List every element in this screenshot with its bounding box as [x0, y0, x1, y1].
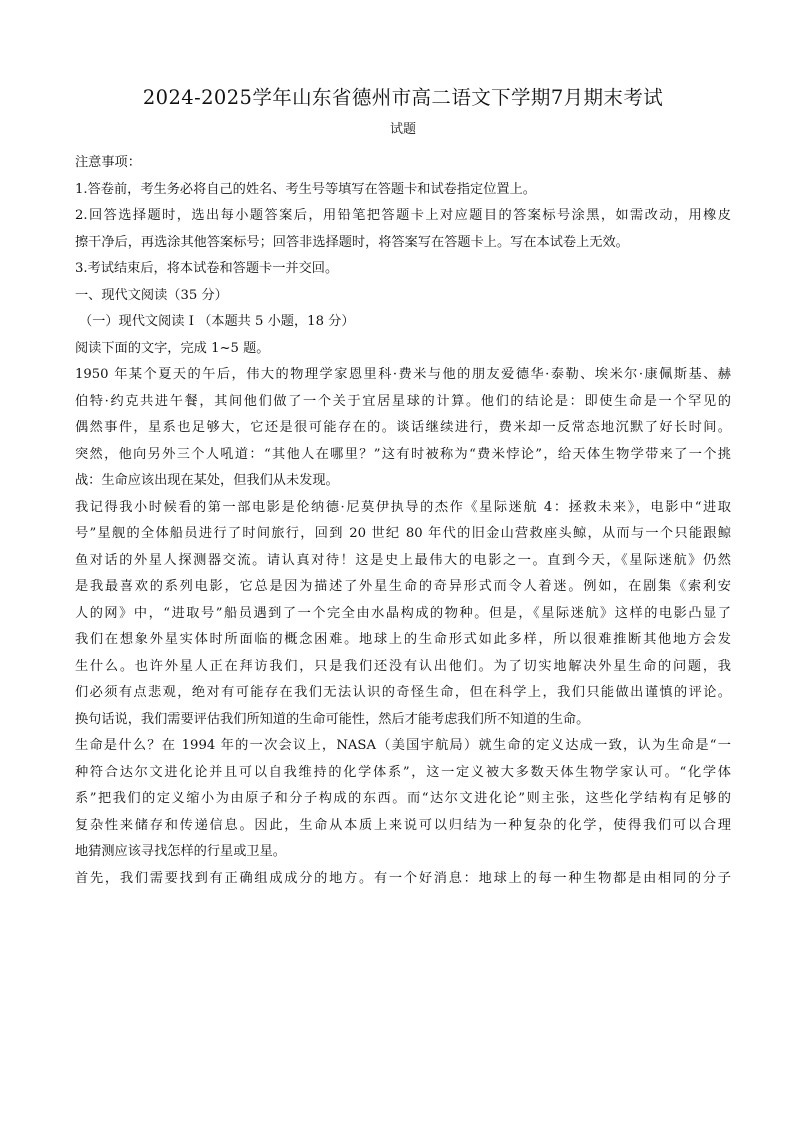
page-subtitle: 试题 — [389, 122, 416, 137]
text-line: 1950 年某个夏天的午后，伟大的物理学家恩里科·费米与他的朋友爱德华·泰勒、埃米尔·康佩斯基、赫 — [75, 367, 731, 382]
text-line: 我们在想象外星实体时所面临的概念困难。地球上的生命形式如此多样，所以很难推断其他地方会发 — [75, 632, 731, 647]
text-line: 人的网》中，“进取号”船员遇到了一个完全由水晶构成的物种。但是，《星际迷航》这样的电影凸显了 — [75, 605, 731, 621]
text-line: 们必须有点悲观，绝对有可能存在我们无法认识的奇怪生命，但在科学上，我们只能做出谨慎的评论。 — [75, 685, 731, 700]
text-line: 地猜测应该寻找怎样的行星或卫星。 — [75, 844, 286, 859]
notice-item: 擦干净后，再选涂其他答案标号；回答非选择题时，将答案写在答题卡上。写在本试卷上无效。 — [75, 234, 629, 250]
paragraph-1 — [75, 362, 731, 495]
text-line: 我记得我小时候看的第一部电影是伦纳德·尼莫伊执导的杰作《星际迷航 4：拯救未来》，电影中“进取 — [75, 499, 731, 515]
notice-heading: 注意事项： — [75, 155, 141, 170]
text-line: 复杂性来储存和传递信息。因此，生命从本质上来说可以归结为一种复杂的化学，使得我们可以合理 — [75, 817, 731, 833]
text-line: 种符合达尔文进化论并且可以自我维持的化学体系”，这一定义被大多数天体生物学家认可。“化学体 — [75, 764, 731, 780]
paragraph-4 — [75, 866, 731, 893]
notice-item: 3.考试结束后，将本试卷和答题卡一并交回。 — [75, 261, 339, 276]
notice-block — [75, 150, 731, 283]
text-line: 突然，他向另外三个人吼道：“其他人在哪里？”这有时被称为“费米悖论”，给天体生物学带来了一个挑 — [75, 446, 731, 462]
subsection-heading: （一）现代文阅读 I （本题共 5 小题，18 分） — [79, 314, 355, 329]
exam-page — [75, 84, 731, 892]
text-line: 系”把我们的定义缩小为由原子和分子构成的东西。而“达尔文进化论”则主张，这些化学结构有足够的 — [75, 791, 731, 806]
text-line: 号”星舰的全体船员进行了时间旅行，回到 20 世纪 80 年代的旧金山营救座头鲸，从而与一个只能跟鲸 — [75, 526, 731, 541]
notice-item: 2.回答选择题时，选出每小题答案后，用铅笔把答题卡上对应题目的答案标号涂黑，如需改动，用橡皮 — [75, 208, 731, 223]
text-line: 偶然事件，星系也足够大，它还是很可能存在的。谈话继续进行，费米却一反常态地沉默了好长时间。 — [75, 420, 731, 435]
text-line: 首先，我们需要找到有正确组成成分的地方。有一个好消息：地球上的每一种生物都是由相同的分子 — [75, 870, 731, 886]
notice-item: 1.答卷前，考生务必将自己的姓名、考生号等填写在答题卡和试卷指定位置上。 — [75, 181, 536, 197]
text-line: 鱼对话的外星人探测器交流。请认真对待！这是史上最伟大的电影之一。直到今天，《星际迷航》仍然 — [75, 552, 731, 568]
reading-instruction: 阅读下面的文字，完成 1~5 题。 — [75, 340, 270, 356]
paragraph-2 — [75, 495, 731, 734]
text-line: 生命是什么？在 1994 年的一次会议上，NASA（美国宇航局）就生命的定义达成一致，认为生命是“一 — [75, 738, 731, 753]
section-heading: 一、现代文阅读（35 分） — [75, 287, 228, 303]
page-title: 2024-2025学年山东省德州市高二语文下学期7月期末考试 — [142, 86, 664, 109]
text-line: 是我最喜欢的系列电影，它总是因为描述了外星生命的奇异形式而令人着迷。例如，在剧集《索利安 — [75, 579, 731, 594]
text-line: 战：生命应该出现在某处，但我们从未发现。 — [75, 473, 339, 488]
paragraph-3 — [75, 733, 731, 866]
text-line: 生什么。也许外星人正在拜访我们，只是我们还没有认出他们。为了切实地解决外星生命的问题，我 — [75, 658, 731, 674]
text-line: 换句话说，我们需要评估我们所知道的生命可能性，然后才能考虑我们所不知道的生命。 — [75, 711, 590, 727]
text-line: 伯特·约克共进午餐，其间他们做了一个关于宜居星球的计算。他们的结论是：即使生命是一个罕见的 — [75, 393, 731, 409]
